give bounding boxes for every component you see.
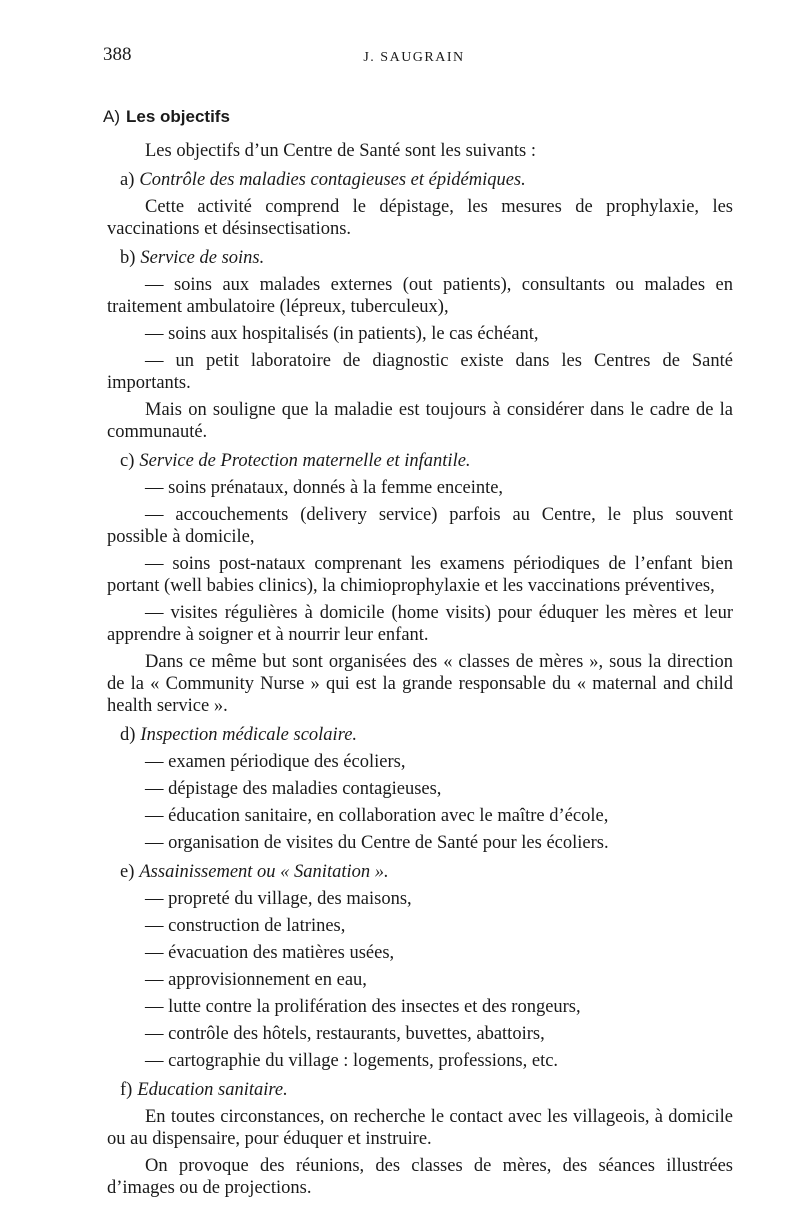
section-letter: A) [103, 107, 120, 126]
list-item: — soins prénataux, donnés à la femme enceinte, [145, 478, 504, 498]
list-item: — soins aux hospitalisés (in patients), le cas échéant, [145, 324, 539, 344]
running-head: J. SAUGRAIN [363, 50, 465, 65]
list-item: — accouchements (delivery service) parfois au Centre, le plus souvent possible à domicile, [107, 505, 733, 547]
subsection-a-title: Contrôle des maladies contagieuses et épidémiques. [139, 170, 526, 190]
list-item: — soins post-nataux comprenant les examens périodiques de l’enfant bien portant (well babies clinics), la chimioprophylaxie et les vaccinations préventives, [107, 554, 733, 596]
intro-paragraph: Les objectifs d’un Centre de Santé sont les suivants : [145, 141, 536, 161]
subsection-f-label: f) [120, 1080, 133, 1100]
subsection-e-heading [120, 861, 733, 883]
list-item: — éducation sanitaire, en collaboration avec le maître d’école, [145, 806, 609, 826]
list-item: — cartographie du village : logements, professions, etc. [145, 1051, 559, 1071]
list-item: — contrôle des hôtels, restaurants, buvettes, abattoirs, [145, 1024, 545, 1044]
list-item: — examen périodique des écoliers, [145, 752, 406, 772]
subsection-b-title: Service de soins. [140, 248, 265, 268]
subsection-d-label: d) [120, 725, 136, 745]
body-text [107, 140, 733, 1204]
list-item: — soins aux malades externes (out patients), consultants ou malades en traitement ambulatoire (lépreux, tuberculeux), [107, 275, 733, 317]
subsection-c-label: c) [120, 451, 135, 471]
section-title: Les objectifs [126, 107, 230, 126]
list-item: — visites régulières à domicile (home visits) pour éduquer les mères et leur apprendre à soigner et à nourrir leur enfant. [107, 603, 733, 645]
list-item: — propreté du village, des maisons, [145, 889, 412, 909]
list-item: — un petit laboratoire de diagnostic existe dans les Centres de Santé importants. [107, 351, 733, 393]
subsection-c-note: Dans ce même but sont organisées des « classes de mères », sous la direction de la « Community Nurse » qui est la grande responsable du « maternal and child health service ». [107, 652, 733, 716]
subsection-c-heading [120, 450, 733, 472]
page-number: 388 [103, 44, 132, 65]
list-item: — approvisionnement en eau, [145, 970, 367, 990]
list-item: — évacuation des matières usées, [145, 943, 395, 963]
list-item: — lutte contre la prolifération des insectes et des rongeurs, [145, 997, 581, 1017]
subsection-a-label: a) [120, 170, 135, 190]
list-item: — dépistage des maladies contagieuses, [145, 779, 442, 799]
subsection-b-label: b) [120, 248, 136, 268]
section-heading [103, 107, 230, 127]
subsection-f-title: Education sanitaire. [137, 1080, 288, 1100]
subsection-d-title: Inspection médicale scolaire. [140, 725, 358, 745]
subsection-e-label: e) [120, 862, 135, 882]
subsection-f-heading [120, 1079, 733, 1101]
subsection-a-heading [120, 169, 733, 191]
subsection-b-heading [120, 247, 733, 269]
subsection-d-heading [120, 724, 733, 746]
subsection-b-note: Mais on souligne que la maladie est toujours à considérer dans le cadre de la communauté. [107, 400, 733, 442]
list-item: — construction de latrines, [145, 916, 346, 936]
subsection-f-paragraph: En toutes circonstances, on recherche le contact avec les villageois, à domicile ou au dispensaire, pour éduquer et instruire. [107, 1107, 733, 1149]
subsection-e-title: Assainissement ou « Sanitation ». [139, 862, 389, 882]
list-item: — organisation de visites du Centre de Santé pour les écoliers. [145, 833, 609, 853]
subsection-c-title: Service de Protection maternelle et infantile. [139, 451, 471, 471]
subsection-f-paragraph: On provoque des réunions, des classes de mères, des séances illustrées d’images ou de projections. [107, 1156, 733, 1198]
subsection-a-paragraph: Cette activité comprend le dépistage, les mesures de prophylaxie, les vaccinations et désinsectisations. [107, 197, 733, 239]
